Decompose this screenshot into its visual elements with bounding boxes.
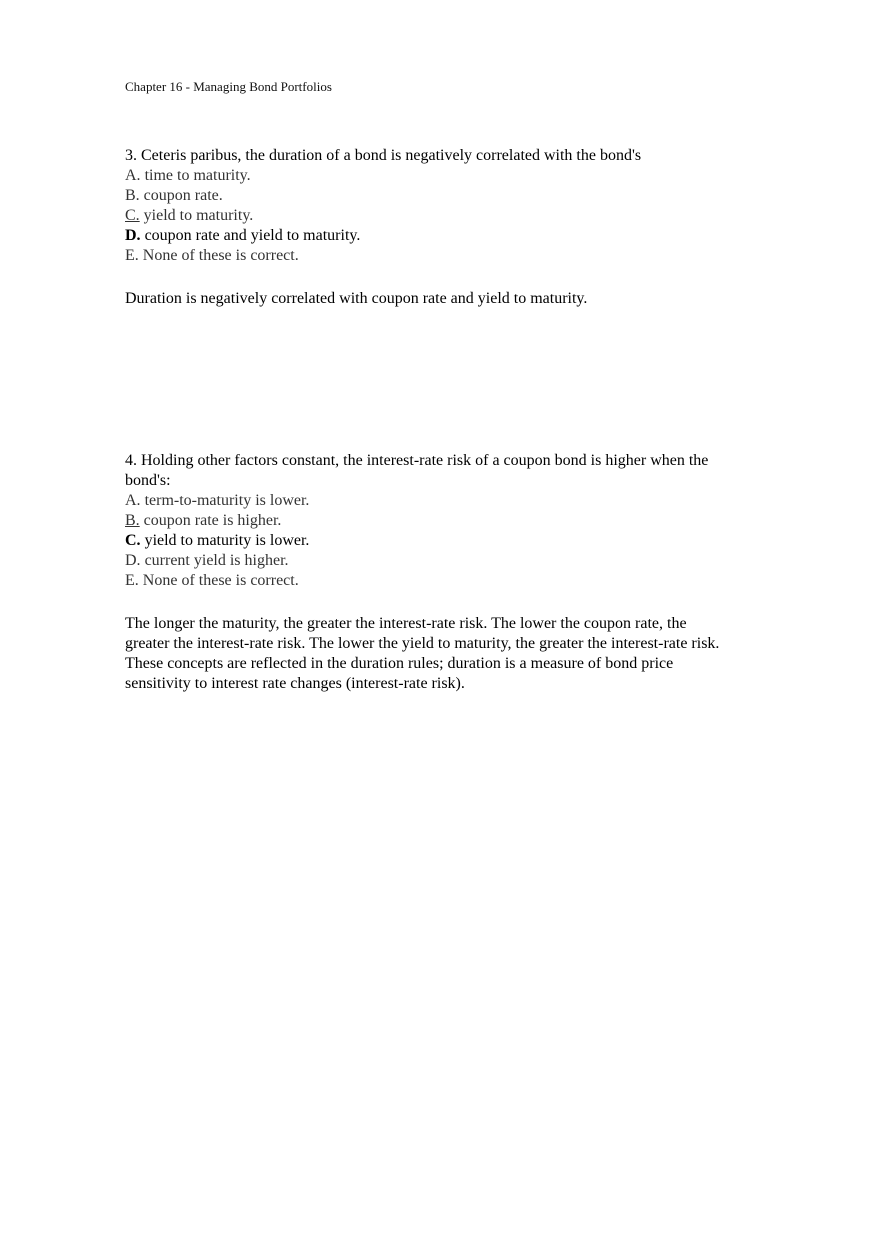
page-header: Chapter 16 - Managing Bond Portfolios — [125, 79, 332, 94]
choice-letter: E. — [125, 572, 139, 589]
choice-text: None of these is correct. — [138, 247, 299, 264]
choice-d — [125, 226, 785, 246]
choice-letter: C. — [125, 207, 140, 224]
choice-text: coupon rate is higher. — [139, 512, 282, 529]
choice-b — [125, 511, 785, 531]
choice-letter: D. — [125, 227, 141, 244]
explanation-line: greater the interest-rate risk. The lower the yield to maturity, the greater the interest-rate risk. — [125, 635, 720, 652]
choice-text: current yield is higher. — [140, 552, 289, 569]
choice-letter: D. — [125, 552, 141, 569]
question-stem — [125, 451, 785, 491]
choice-letter: A. — [125, 167, 141, 184]
choice-c — [125, 206, 785, 226]
choice-text: time to maturity. — [140, 167, 251, 184]
choice-c — [125, 531, 785, 551]
choice-e — [125, 246, 785, 266]
choice-a — [125, 166, 785, 186]
stem-line: 4. Holding other factors constant, the interest-rate risk of a coupon bond is higher when the — [125, 452, 709, 469]
explanation-line: sensitivity to interest rate changes (interest-rate risk). — [125, 675, 465, 692]
explanation-line: The longer the maturity, the greater the interest-rate risk. The lower the coupon rate, the — [125, 615, 687, 632]
question-stem: 3. Ceteris paribus, the duration of a bond is negatively correlated with the bond's — [125, 147, 642, 164]
question-3 — [125, 146, 785, 309]
choice-text: coupon rate and yield to maturity. — [140, 227, 361, 244]
choice-letter: C. — [125, 532, 141, 549]
choice-letter: B. — [125, 187, 140, 204]
choice-text: None of these is correct. — [138, 572, 299, 589]
choice-text: yield to maturity. — [139, 207, 254, 224]
choice-e — [125, 571, 785, 591]
choice-letter: B. — [125, 512, 140, 529]
explanation — [125, 614, 785, 694]
explanation: Duration is negatively correlated with coupon rate and yield to maturity. — [125, 290, 588, 307]
choice-letter: A. — [125, 492, 141, 509]
choice-a — [125, 491, 785, 511]
choice-text: term-to-maturity is lower. — [140, 492, 310, 509]
choice-text: yield to maturity is lower. — [140, 532, 310, 549]
choice-d — [125, 551, 785, 571]
choice-letter: E. — [125, 247, 139, 264]
choice-text: coupon rate. — [139, 187, 223, 204]
stem-line: bond's: — [125, 472, 171, 489]
choice-b — [125, 186, 785, 206]
explanation-line: These concepts are reflected in the duration rules; duration is a measure of bond price — [125, 655, 674, 672]
question-4 — [125, 451, 785, 694]
